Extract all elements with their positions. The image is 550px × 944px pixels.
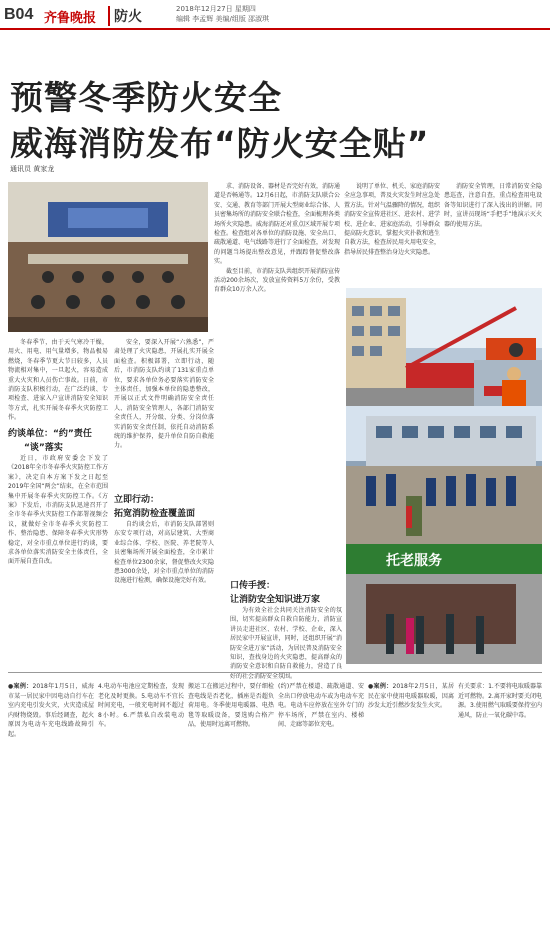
tip-text: 搬运工在搬运过程中，要仔细检查电线是否老化，插座是否超负荷用电。冬季使用电暖器、电热毯等取暖设备，要选购合格产品，使用时远离可燃物。 — [188, 683, 274, 729]
tip-column-6 — [458, 682, 542, 940]
tip-text: 2018年1月5日，威海市某一居民家中因电动自行车在室内充电引发火灾，火灾造成屋内财物烧毁。事后经调查，起火原因为电动车充电线路故障引起。 — [8, 683, 94, 738]
subhead-3: 口传手授： — [230, 581, 276, 591]
subhead-1: 约谈单位：“约”责任 — [8, 429, 92, 439]
section-name: 防火 — [108, 6, 142, 26]
body-column-1 — [8, 338, 108, 424]
body-paragraph: 说明了单位、机关、家庭消防安全应急事项，普及火灾发生时应急处置方法。针对气温骤降的情况，组织消防安全宣传进社区、进农村、进学校、进企业、进家庭活动，引导群众提高防火意识，掌握火灾扑救和逃生自救方法，检查居民用火用电安全，指导居民排查整治身边火灾隐患。 — [344, 183, 441, 256]
page-header — [0, 0, 550, 30]
meeting-photo-illustration — [8, 182, 208, 332]
body-column-2b — [114, 520, 214, 668]
tip-column-5 — [368, 682, 454, 940]
body-paragraph: 冬春季节，由于天气寒冷干燥，用火、用电、用气量增多，物品极易燃烧，冬春季节更大节日较多，人员物流相对集中，一旦起火，容易造成重大火灾和人员伤亡事故。日前，市消防支队积极行动，在广泛约谈、专项检查、进家入户宣讲消防安全知识等方式，扎实开展冬春季火灾防控工作。 — [8, 339, 108, 422]
tip-label: ●案例： — [368, 683, 393, 690]
tip-label: ●案例： — [8, 683, 33, 690]
tip-column-3 — [188, 682, 274, 940]
section-divider — [8, 672, 542, 673]
tip-text: 4.电动车电池应定期检查，发现老化及时更换。5.电动车不宜长时间充电，一般充电时间不超过8小时。6.严禁私自改装电动车。 — [98, 683, 184, 729]
tip-column-2 — [98, 682, 184, 940]
body-column-mid — [230, 606, 342, 680]
body-paragraph: 安全，要深入开展“六熟悉”，严肃处理了火灾隐患，开展扎实开展全面检查。积极部署，立即行动，随后，市消防支队约谈了131家重点单位，要求各单位务必要落实消防安全主体责任，加强本单位的隐患整改，开展以正式文件明确消防安全责任人、消防安全管理人，各部门消防安全责任人，开分级、分类、分岗位落实消防安全责任制，依托自动消防系统的维护保养，提升单位自防自救能力。 — [114, 339, 214, 450]
subhead-2: 立即行动： — [114, 495, 160, 505]
subhead-1b: “谈”落实 — [24, 443, 63, 453]
body-column-4 — [344, 182, 440, 286]
byline: 通讯员 黄家龙 — [10, 165, 55, 173]
shopfront-photo — [346, 544, 542, 664]
firefighter-illustration — [474, 360, 542, 406]
tip-column-1 — [8, 682, 94, 940]
body-column-3 — [214, 182, 340, 562]
body-paragraph: 近日，市政府安委会下发了《2018年全市冬春季火灾防控工作方案》，决定自本方案下发之日起至2019年全国“两会”结束，在全市范围集中开展冬春季火灾防控工作。《方案》下发后，市消防支队迅速召开了全市冬春季火灾防控工作部署视频会议，就做好全市冬春季火灾防控工作、整治隐患、保障冬春季火灾形势稳定，对全市重点单位进行约谈，要求各单位落实消防安全主体责任，全面开展自查自改。 — [8, 455, 108, 566]
tip-column-4 — [278, 682, 364, 940]
body-paragraph: 为有效全社会共同关注消防安全的氛围，切实提高群众自救自防能力，消防宣讲员走进社区、农村、学校、企业，深入居民家中开展宣讲，同时，还组织开展“消防安全进万家”活动，为居民普及消防安全知识，查找身边的火灾隐患，提高群众的消防安全意识和自防自救能力，营造了良好的社会消防安全氛围。 — [230, 607, 342, 680]
editor-name: 编辑 李孟辉 — [176, 15, 214, 23]
issue-meta — [176, 4, 269, 24]
newspaper-logo: 齐鲁晚报 — [44, 11, 97, 26]
body-paragraph: 消防安全管理，日常消防安全隐患巡查，注意自查，重点检查用电设备等知识进行了深入浅出的讲解。同时，宣讲员现场“手把手”地演示灭火器的使用方法。 — [444, 183, 542, 228]
body-column-5 — [444, 182, 542, 286]
designer-name: 美编/组版 邵淑琪 — [215, 15, 270, 23]
shopfront-illustration — [346, 544, 542, 664]
body-paragraph: 求、消防设备、器材是否完好有效，消防通道是否畅通等。12月6日起，市消防支队联合公安、交通、教育等部门开展大型商业综合体、人员密集场所的消防安全联合检查，全面梳理各类场所火灾隐患。威海消防还对重点区域开展专项检查。检查组对各单位的消防设施、安全出口、疏散通道、电气线路等进行了全面检查，对发现的问题当场提出整改意见，并跟踪督促整改落实。 — [214, 183, 341, 266]
firefighter-photo — [474, 360, 542, 406]
body-paragraph: 截至目前，市消防支队共组织开展消防宣传活动200余场次，发放宣传资料5万余份，受教育群众10万余人次。 — [214, 267, 341, 294]
subhead-2b: 拓宽消防检查覆盖面 — [114, 509, 196, 519]
subhead-3b: 让消防安全知识进万家 — [230, 595, 321, 605]
community-photo — [346, 406, 542, 544]
headline-line-2: 威海消防发布“防火安全贴” — [10, 124, 430, 163]
headline-line-1: 预警冬季防火安全 — [10, 78, 282, 117]
body-column-2 — [114, 338, 214, 488]
tip-text: (约)严禁在楼道、疏散通道、安全出口停放电动车或为电动车充电。电动车应停放在室外专门的停车场所，严禁在室内、楼梯间、走廊等部位充电。 — [278, 683, 364, 729]
nursery-sign: 托老服务 — [386, 553, 442, 569]
body-column-1b — [8, 454, 108, 668]
meeting-photo — [8, 182, 208, 332]
tip-text: 有关要求：1.不要将电取暖器靠近可燃物。2.离开家时要关闭电源。3.使用燃气取暖要保持室内通风，防止一氧化碳中毒。 — [458, 683, 542, 719]
tip-text: 2018年2月5日，某居民在家中使用电暖器取暖，因离沙发太近引燃沙发发生火灾。 — [368, 683, 454, 710]
community-illustration — [346, 406, 542, 544]
issue-date: 2018年12月27日 星期四 — [176, 5, 256, 13]
body-paragraph: 自约谈会后，市消防支队部署则东安专项行动，对高层建筑、大型商业综合体、学校、医院、养老院等人员密集场所开展全面检查，全市累计检查单位2300余家，督促整改火灾隐患3000余处，对全市重点单位的消防设施进行检测，确保设施完好有效。 — [114, 521, 214, 585]
page-number: B04 — [4, 6, 34, 23]
